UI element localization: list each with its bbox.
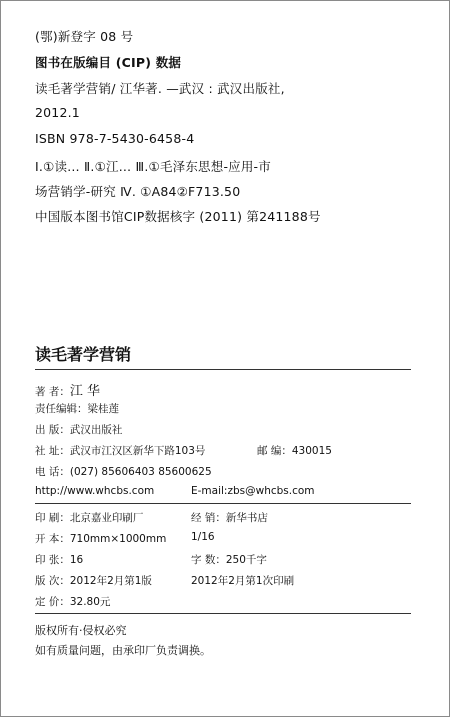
publisher-label: 出 版： (35, 424, 70, 436)
printer-label: 印 刷： (35, 512, 70, 524)
cip-year-line: 2012.1 (35, 105, 80, 120)
format-value: 710mm×1000mm (69, 533, 167, 545)
address-label: 社 址： (35, 445, 70, 457)
author-value: 江 华 (69, 384, 100, 399)
format-row (35, 531, 166, 546)
author-row (35, 380, 100, 399)
email-row[interactable] (191, 485, 315, 497)
publisher-row (35, 422, 122, 437)
price-value: 32.80元 (69, 596, 111, 608)
address-value: 武汉市江汉区新华下路103号 (69, 445, 206, 457)
quality-notice: 如有质量问题，由承印厂负责调换。 (35, 644, 211, 657)
cip-classification-line-1: Ⅰ.①读… Ⅱ.①江… Ⅲ.①毛泽东思想-应用-市 (35, 159, 271, 174)
cip-license-line: (鄂)新登字 08 号 (35, 29, 134, 44)
edition-row (35, 573, 152, 588)
cip-isbn-line: ISBN 978-7-5430-6458-4 (35, 131, 195, 146)
book-title: 读毛著学营销 (35, 345, 132, 364)
postcode-value: 430015 (291, 445, 332, 457)
format-label: 开 本： (35, 533, 70, 545)
sheets-row (35, 552, 83, 567)
format-fraction: 1/16 (191, 531, 215, 543)
editor-value: 梁桂莲 (87, 403, 119, 415)
price-divider (35, 613, 411, 614)
info-divider (35, 503, 411, 504)
printing-value: 2012年2月第1次印刷 (191, 575, 295, 587)
email-value[interactable]: zbs@whcbs.com (227, 485, 315, 497)
publisher-value: 武汉出版社 (69, 424, 123, 436)
price-row (35, 594, 110, 609)
phone-value: (027) 85606403 85600625 (69, 466, 212, 478)
author-label: 著 者： (35, 386, 70, 398)
address-row (35, 443, 205, 458)
cip-heading: 图书在版编目 (CIP) 数据 (35, 55, 182, 70)
postcode-row (257, 443, 332, 458)
editor-label: 责任编辑： (35, 403, 88, 415)
distributor-value: 新华书店 (225, 512, 268, 524)
cip-entry-line: 读毛著学营销/ 江华著. —武汉 : 武汉出版社, (35, 81, 285, 96)
sheets-label: 印 张： (35, 554, 70, 566)
title-divider (35, 369, 411, 370)
editor-row (35, 401, 119, 416)
postcode-label: 邮 编： (257, 445, 292, 457)
website-link[interactable]: http://www.whcbs.com (35, 485, 155, 497)
words-value: 250千字 (225, 554, 267, 566)
copyright-notice: 版权所有·侵权必究 (35, 624, 127, 637)
printer-row (35, 510, 143, 525)
edition-value: 2012年2月第1版 (69, 575, 152, 587)
printer-value: 北京嘉业印刷厂 (69, 512, 144, 524)
cip-record-number-line: 中国版本图书馆CIP数据核字 (2011) 第241188号 (35, 209, 321, 224)
words-row (191, 552, 267, 567)
price-label: 定 价： (35, 596, 70, 608)
distributor-row (191, 510, 268, 525)
edition-label: 版 次： (35, 575, 70, 587)
email-label: E-mail: (191, 485, 228, 497)
words-label: 字 数： (191, 554, 226, 566)
distributor-label: 经 销： (191, 512, 226, 524)
sheets-value: 16 (69, 554, 84, 566)
phone-label: 电 话： (35, 466, 70, 478)
cip-classification-line-2: 场营销学-研究 Ⅳ. ①A84②F713.50 (35, 184, 241, 199)
phone-row (35, 464, 212, 479)
